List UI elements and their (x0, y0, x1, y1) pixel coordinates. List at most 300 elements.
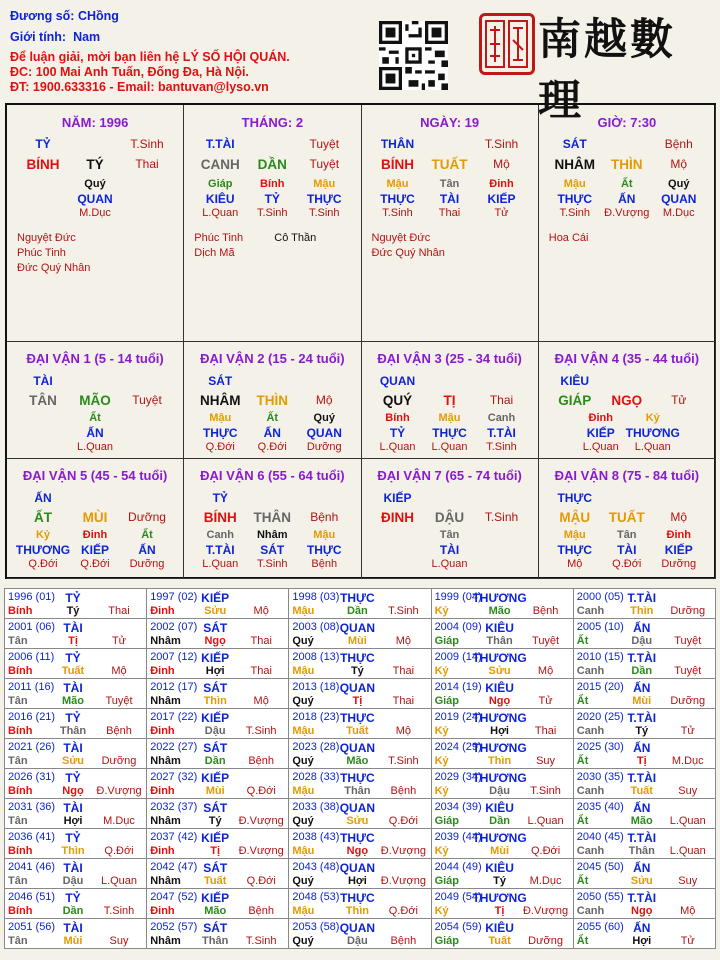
year-stem: Giáp (434, 815, 460, 827)
year-stem: Kỷ (434, 905, 449, 917)
pillar-stars (549, 231, 589, 246)
year-god: TÀI (63, 681, 83, 695)
year-stem: Kỷ (434, 785, 449, 797)
year-god: KIẾP (201, 771, 230, 785)
year-god: QUAN (339, 621, 376, 635)
pillar-god: TỶ (35, 137, 51, 151)
hidden-stage: Bệnh (311, 558, 338, 570)
year-stage: Tử (538, 695, 553, 707)
year-stem: Giáp (434, 935, 460, 947)
year-stem: Tân (8, 935, 28, 947)
star-item: Đức Quý Nhân (371, 247, 445, 259)
year-branch: Sửu (61, 755, 85, 767)
year-branch: Dậu (346, 935, 368, 947)
hidden-stem: Mậu (386, 178, 409, 190)
year-stem: Quý (292, 635, 314, 647)
luck-cell (7, 459, 184, 579)
year-branch: Tý (635, 725, 649, 737)
year-stage: M.Dục (529, 875, 562, 887)
hidden-stem: Giáp (208, 178, 233, 190)
year-stage: Suy (678, 875, 698, 887)
table-row (5, 829, 716, 859)
year-god: T.TÀI (627, 771, 657, 785)
year-label: 2011 (16) (8, 681, 55, 693)
year-stage: Đ.Vượng (238, 815, 284, 827)
luck-stem: BÍNH (203, 510, 237, 525)
year-stage: Mộ (680, 905, 696, 917)
year-label: 2046 (51) (8, 891, 56, 903)
hidden-god: ẤN (618, 192, 636, 206)
pillar-cell (7, 105, 184, 342)
hidden-stage: Dưỡng (306, 441, 342, 453)
hidden-stage: L.Quan (634, 441, 671, 453)
year-branch: Tị (636, 755, 647, 767)
luck-title: ĐẠI VẬN 1 (5 - 14 tuổi) (26, 351, 164, 366)
hidden-god: THỰC (380, 192, 415, 206)
hidden-god: T.TÀI (487, 426, 516, 440)
year-cell (5, 709, 147, 739)
year-stage: Thai (250, 665, 272, 677)
year-cell (289, 799, 431, 829)
year-cell (289, 829, 431, 859)
year-branch: Tuất (630, 785, 653, 797)
year-branch: Mão (62, 695, 84, 707)
year-god: SÁT (203, 861, 228, 875)
luck-branch: MÃO (79, 393, 111, 408)
year-stage: Đ.Vượng (96, 785, 142, 797)
luck-stem: TÂN (29, 393, 57, 408)
pillar-god: T.TÀI (205, 137, 235, 151)
hidden-stem: Tân (616, 529, 637, 541)
year-cell (431, 709, 573, 739)
year-stage: Suy (536, 755, 556, 767)
hidden-stage: L.Quan (379, 441, 416, 453)
year-label: 2018 (23) (292, 711, 340, 723)
year-god: THỰC (340, 651, 375, 665)
pillar-stage2: Tuyệt (309, 157, 340, 171)
year-label: 2007 (12) (150, 651, 198, 663)
year-branch: Hợi (490, 725, 509, 737)
luck-stage: Dưỡng (128, 510, 166, 524)
pillar-stars-neg (274, 231, 316, 246)
year-label: 2016 (21) (8, 711, 56, 723)
year-cell (431, 769, 573, 799)
year-cell (573, 739, 715, 769)
year-stem: Bính (8, 905, 33, 917)
year-cell (5, 859, 147, 889)
year-god: THƯƠNG (472, 651, 527, 665)
year-branch: Thân (628, 845, 655, 857)
year-god: QUAN (339, 921, 376, 935)
year-stage: T.Sinh (388, 755, 419, 767)
year-cell (431, 589, 573, 619)
year-stage: L.Quan (100, 875, 138, 887)
year-stem: Quý (292, 755, 314, 767)
luck-branch: TỊ (443, 393, 456, 408)
year-branch: Thân (59, 725, 87, 737)
year-stem: Đinh (150, 605, 175, 617)
year-stem: Đinh (150, 845, 175, 857)
year-cell (147, 679, 289, 709)
year-cell (431, 619, 573, 649)
luck-cell (362, 342, 539, 459)
year-stem: Giáp (434, 875, 460, 887)
hidden-stem: Kỷ (645, 412, 660, 424)
luck-title: ĐẠI VẬN 7 (65 - 74 tuổi) (377, 468, 522, 483)
year-label: 2054 (59) (434, 921, 482, 933)
year-label: 2027 (32) (150, 771, 198, 783)
year-cell (573, 799, 715, 829)
year-label: 2052 (57) (150, 921, 198, 933)
year-stage: Thai (392, 695, 415, 707)
hidden-god: ẤN (86, 426, 104, 440)
star-item: Nguyệt Đức (371, 232, 431, 244)
year-cell (573, 889, 715, 919)
year-god: QUAN (339, 741, 376, 755)
year-branch: Hợi (205, 665, 225, 677)
year-label: 2028 (33) (292, 771, 340, 783)
year-stage: Bệnh (248, 905, 275, 917)
address-line: ĐC: 100 Mai Anh Tuấn, Đống Đa, Hà Nội. (10, 65, 249, 79)
year-stage: Mộ (253, 695, 269, 707)
qr-code-icon (379, 21, 448, 90)
year-branch: Mão (488, 605, 511, 617)
hidden-stem: Bính (260, 178, 285, 190)
year-god: THỰC (340, 831, 375, 845)
year-stage: Tuyệt (532, 635, 560, 647)
year-cell (147, 739, 289, 769)
year-stem: Kỷ (434, 725, 449, 737)
hidden-stage: M.Dục (79, 207, 111, 219)
pillar-stage: T.Sinh (130, 137, 164, 151)
year-god: TÀI (63, 921, 83, 935)
hidden-god: ẤN (263, 426, 281, 440)
year-stem: Mậu (292, 845, 315, 857)
year-label: 2019 (24) (434, 711, 482, 723)
hidden-god: THƯƠNG (15, 543, 71, 557)
year-god: SÁT (203, 801, 228, 815)
table-row (5, 649, 716, 679)
year-label: 2014 (19) (434, 681, 482, 693)
year-label: 2021 (26) (8, 741, 56, 753)
year-branch: Dần (489, 815, 510, 827)
year-cell (573, 589, 715, 619)
year-cell (5, 679, 147, 709)
year-stem: Mậu (292, 905, 315, 917)
year-label: 2030 (35) (576, 771, 624, 783)
star-item: Hoa Cái (548, 232, 589, 244)
year-label: 2001 (06) (8, 621, 56, 633)
year-branch: Hợi (63, 815, 83, 827)
pillar-god: SÁT (562, 137, 587, 151)
year-branch: Mùi (632, 695, 652, 707)
luck-stage: Tử (671, 393, 687, 407)
year-stem: Kỷ (434, 665, 449, 677)
luck-stem: ẤT (34, 510, 52, 525)
year-god: QUAN (339, 861, 376, 875)
pillar-god: THÂN (380, 137, 415, 151)
year-label: 2029 (34) (434, 771, 482, 783)
year-branch: Dần (631, 665, 653, 677)
hidden-stage: T.Sinh (382, 207, 413, 219)
owner-line: Đương số: CHồng (10, 9, 119, 23)
hidden-stem: Quý (84, 178, 106, 190)
year-stem: Đinh (150, 665, 175, 677)
hidden-god: THỰC (557, 543, 593, 557)
luck-title: ĐẠI VẬN 6 (55 - 64 tuổi) (200, 468, 345, 483)
contact-line: Để luận giải, mời bạn liên hệ LÝ SỐ HỘI QUÁN. (10, 50, 290, 64)
table-row (5, 919, 716, 949)
hidden-stage: L.Quan (76, 441, 114, 453)
year-cell (147, 799, 289, 829)
luck-stage: Tuyệt (132, 393, 162, 407)
luck-stem: NHÂM (200, 393, 241, 408)
hidden-stem: Đinh (666, 529, 691, 541)
year-god: THỰC (340, 591, 375, 605)
hidden-stage: Mộ (567, 558, 583, 570)
year-cell (573, 919, 715, 949)
pillar-title: NGÀY: 19 (420, 115, 480, 130)
year-branch: Ngọ (62, 785, 84, 797)
year-stage: Tử (680, 725, 695, 737)
year-stage: M.Dục (671, 755, 704, 767)
year-god: T.TÀI (627, 891, 657, 905)
year-label: 1998 (03) (292, 591, 340, 603)
year-stem: Kỷ (434, 845, 449, 857)
year-stem: Canh (576, 605, 605, 617)
year-stage: T.Sinh (245, 935, 277, 947)
year-god: KIẾP (201, 831, 230, 845)
luck-stem: QUÝ (382, 393, 413, 408)
year-stage: Suy (109, 935, 129, 947)
year-cell (289, 919, 431, 949)
luck-title: ĐẠI VẬN 3 (25 - 34 tuổi) (377, 351, 522, 366)
hidden-stem: Tân (439, 178, 460, 190)
year-stage: Mộ (395, 635, 412, 647)
luck-god: TỶ (212, 491, 228, 505)
year-cell (147, 769, 289, 799)
year-stage: Suy (678, 785, 698, 797)
luck-stage: Bệnh (310, 510, 339, 524)
year-branch: Tị (68, 635, 78, 647)
year-god: KIÊU (485, 921, 514, 935)
year-branch: Mão (204, 905, 227, 917)
year-branch: Mùi (347, 635, 367, 647)
hidden-stem: Kỷ (35, 529, 51, 541)
hidden-god: KIẾP (586, 426, 615, 440)
pillar-cell (184, 105, 361, 342)
year-label: 2039 (44) (434, 831, 482, 843)
year-stem: Giáp (434, 695, 460, 707)
luck-title: ĐẠI VẬN 2 (15 - 24 tuổi) (200, 351, 345, 366)
pillar-branch: TÝ (86, 157, 104, 172)
year-stem: Ất (576, 635, 589, 647)
year-stage: Thai (250, 635, 272, 647)
table-row (5, 709, 716, 739)
hidden-god: KIÊU (205, 192, 235, 206)
year-stem: Nhâm (150, 635, 181, 647)
year-god: T.TÀI (627, 591, 657, 605)
year-stem: Canh (576, 905, 605, 917)
year-branch: Mùi (63, 935, 83, 947)
year-label: 2026 (31) (8, 771, 56, 783)
year-branch: Sửu (346, 815, 369, 827)
year-god: ẤN (633, 861, 651, 875)
luck-stem: GIÁP (558, 393, 592, 408)
hidden-god: THỰC (557, 192, 593, 206)
year-cell (5, 769, 147, 799)
logo: 南越數理 (538, 15, 676, 126)
hidden-god: KIẾP (487, 192, 516, 206)
year-cell (431, 799, 573, 829)
year-stem: Đinh (150, 905, 175, 917)
luck-stage: Thai (489, 393, 514, 407)
year-god: THỰC (340, 771, 375, 785)
year-cell (5, 799, 147, 829)
year-cell (5, 649, 147, 679)
year-god: THƯƠNG (472, 831, 527, 845)
year-branch: Dậu (631, 635, 653, 647)
hidden-stage: L.Quan (431, 558, 468, 570)
year-branch: Dậu (204, 725, 226, 737)
pillar-stars (194, 231, 243, 261)
luck-god: KIẾP (383, 491, 412, 505)
pillar-title: GIỜ: 7:30 (597, 115, 657, 130)
year-stem: Kỷ (434, 755, 449, 767)
year-cell (431, 739, 573, 769)
table-row (5, 589, 716, 619)
star-item: Phúc Tinh (194, 232, 244, 244)
hidden-god: TÀI (617, 543, 637, 557)
year-stage: Mộ (111, 665, 127, 677)
hidden-stage: Q.Đới (28, 558, 58, 570)
luck-cell (362, 459, 539, 579)
pillar-stage2: Mộ (670, 157, 688, 171)
pillar-branch: THÌN (611, 157, 643, 172)
pillar-stem: BÍNH (381, 157, 414, 172)
year-god: ẤN (633, 621, 651, 635)
year-cell (573, 829, 715, 859)
year-stage: Thai (392, 665, 415, 677)
year-stem: Nhâm (150, 755, 181, 767)
year-label: 2000 (05) (576, 591, 624, 603)
year-stage: Dưỡng (670, 695, 706, 707)
year-god: TỶ (65, 651, 81, 665)
year-god: THỰC (340, 891, 375, 905)
year-god: TÀI (63, 741, 83, 755)
year-branch: Dần (346, 605, 368, 617)
year-branch: Sửu (488, 665, 511, 677)
year-label: 2012 (17) (150, 681, 198, 693)
year-god: KIẾP (201, 891, 230, 905)
luck-god: THỰC (557, 491, 593, 505)
pillar-stars (17, 231, 90, 276)
pillar-stars (372, 231, 445, 261)
year-branch: Ngọ (631, 905, 653, 917)
year-stem: Bính (8, 605, 33, 617)
year-cell (5, 739, 147, 769)
year-branch: Mão (630, 815, 653, 827)
year-stem: Ất (576, 755, 589, 767)
year-cell (147, 649, 289, 679)
pillar-stage2: Mộ (493, 157, 510, 171)
hidden-stem: Đinh (489, 178, 514, 190)
year-branch: Ngọ (204, 635, 226, 647)
year-god: T.TÀI (627, 831, 657, 845)
year-label: 2003 (08) (292, 621, 340, 633)
year-stage: Q.Đới (530, 845, 561, 857)
hidden-stage: Q.Đới (257, 441, 287, 453)
luck-cell (184, 459, 361, 579)
year-cell (289, 739, 431, 769)
year-stage: Dưỡng (670, 605, 706, 617)
year-god: QUAN (339, 681, 376, 695)
hidden-stage: Q.Đới (612, 558, 642, 570)
year-stage: Q.Đới (104, 845, 134, 857)
year-stage: Mộ (395, 725, 412, 737)
year-god: ẤN (633, 921, 651, 935)
year-cell (289, 709, 431, 739)
year-label: 2024 (29) (434, 741, 482, 753)
year-god: THƯƠNG (472, 741, 527, 755)
hidden-stem: Ất (141, 529, 153, 541)
hidden-god: KIẾP (80, 543, 110, 557)
luck-title: ĐẠI VẬN 8 (75 - 84 tuổi) (554, 468, 700, 483)
hidden-stage: Đ.Vượng (604, 207, 650, 219)
year-stem: Canh (576, 785, 605, 797)
year-stem: Bính (8, 665, 33, 677)
year-cell (431, 829, 573, 859)
year-god: KIÊU (485, 801, 514, 815)
year-branch: Ngọ (346, 845, 369, 857)
year-branch: Thân (202, 935, 229, 947)
year-stage: Q.Đới (388, 905, 418, 917)
hidden-god: THƯƠNG (625, 426, 680, 440)
luck-cell (184, 342, 361, 459)
year-branch: Mùi (205, 785, 225, 797)
year-god: KIẾP (201, 591, 230, 605)
year-god: THỰC (340, 711, 375, 725)
year-stage: Tử (680, 935, 695, 947)
year-branch: Tý (350, 665, 364, 677)
year-branch: Tuất (488, 935, 511, 947)
hidden-stem: Bính (385, 412, 410, 424)
year-branch: Tuất (203, 875, 227, 887)
year-label: 2037 (42) (150, 831, 198, 843)
year-stem: Mậu (292, 725, 315, 737)
year-god: T.TÀI (627, 711, 657, 725)
hidden-stage: T.Sinh (256, 558, 288, 570)
year-branch: Thìn (630, 605, 654, 617)
hidden-god: TỶ (264, 192, 280, 206)
hidden-stem: Mậu (209, 412, 232, 424)
year-god: ẤN (633, 801, 651, 815)
pillar-branch: DẦN (257, 157, 287, 172)
year-god: KIẾP (201, 651, 230, 665)
luck-cell (539, 459, 716, 579)
luck-stage: Mộ (315, 393, 333, 407)
year-cell (431, 859, 573, 889)
year-stem: Tân (8, 635, 28, 647)
year-stage: Bệnh (106, 725, 132, 737)
year-branch: Mão (346, 755, 369, 767)
year-stage: Tuyệt (674, 665, 702, 677)
year-stage: Bệnh (248, 755, 275, 767)
year-label: 2031 (36) (8, 801, 56, 813)
year-cell (147, 829, 289, 859)
pillar-cell (539, 105, 716, 342)
year-stem: Mậu (292, 605, 315, 617)
